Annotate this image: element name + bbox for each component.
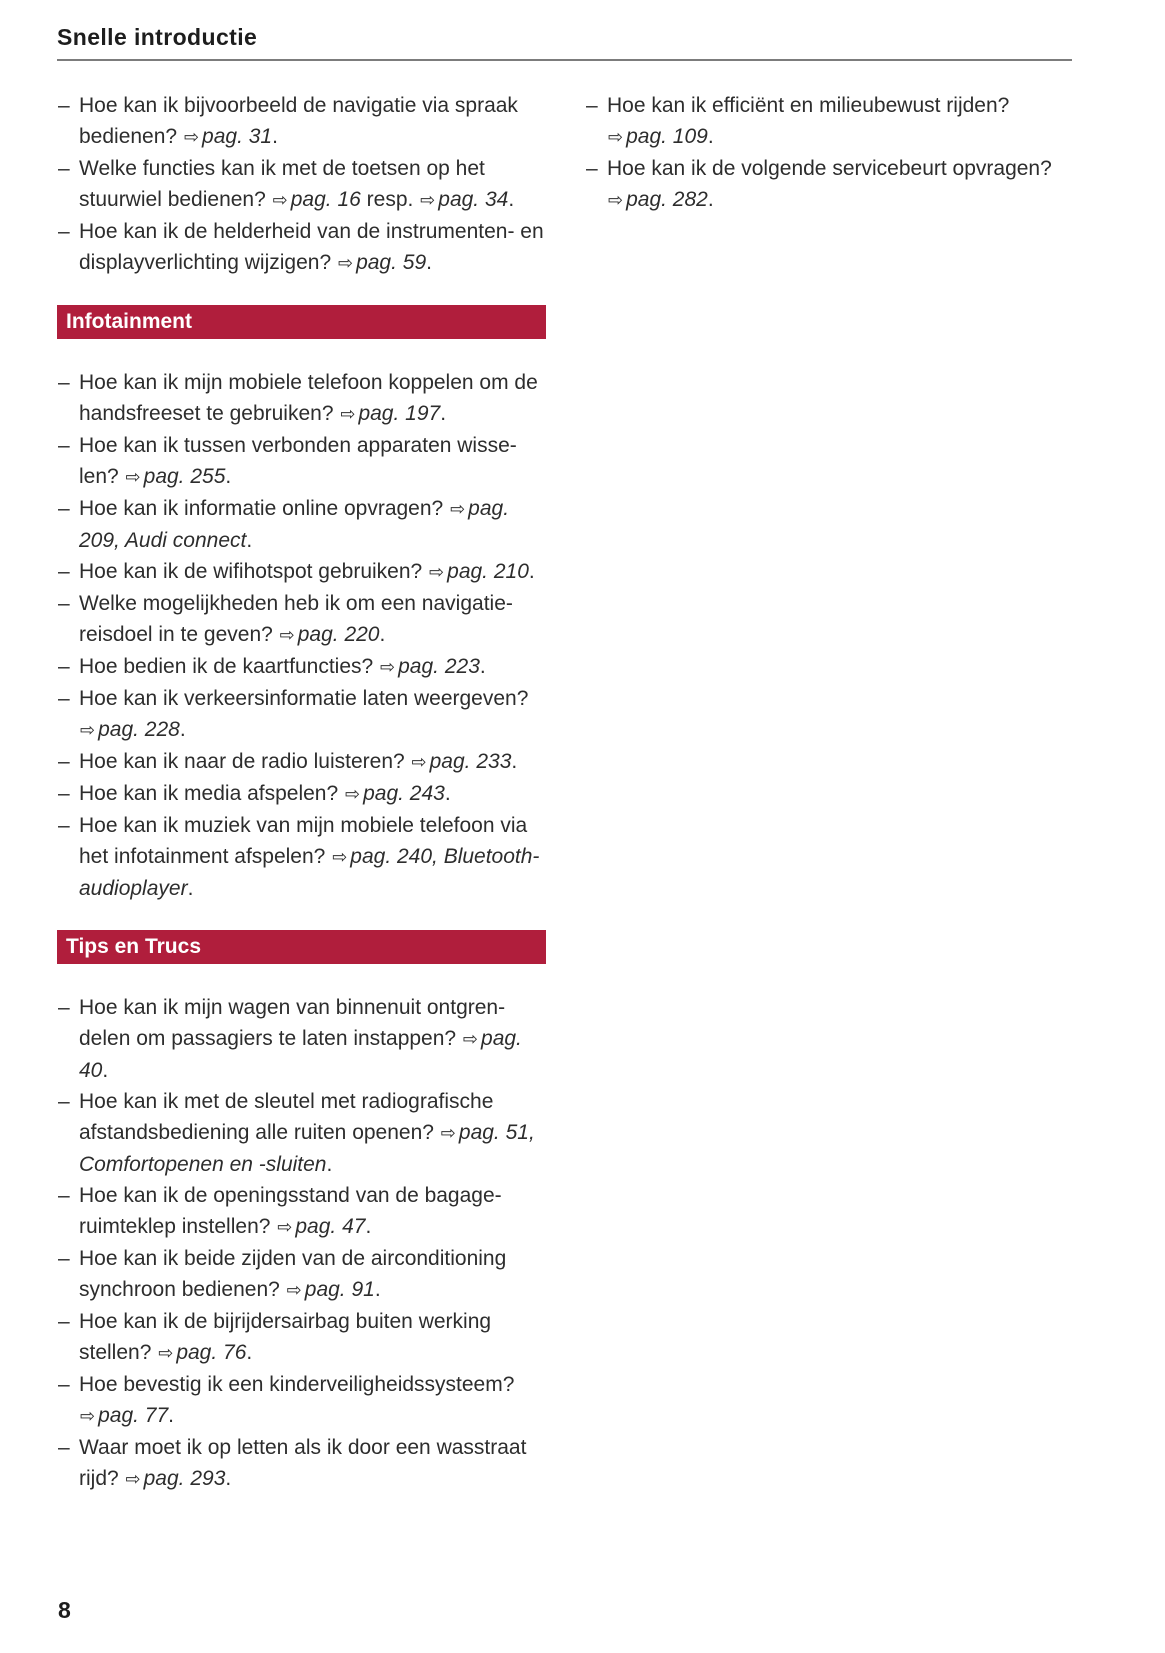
page-ref: pag. 293 <box>143 1467 226 1490</box>
page-ref: pag. 47 <box>295 1215 366 1238</box>
page-ref-arrow-icon: ⇨ <box>80 720 96 741</box>
list-item <box>57 683 546 746</box>
page-ref: pag. 255 <box>143 465 226 488</box>
page-ref-arrow-icon: ⇨ <box>337 253 354 274</box>
item-bullet: – <box>58 750 70 773</box>
list-item <box>585 153 1061 216</box>
item-text: Hoe kan ik efficiënt en milieubewust rijden? ⇨ pag. 109. <box>607 94 1010 148</box>
list-item <box>57 778 546 810</box>
list-item <box>57 1432 546 1495</box>
column-left <box>57 90 546 1495</box>
item-text: Hoe kan ik informatie online opvragen? ⇨ pag. 209, Audi connect. <box>79 497 510 552</box>
page-ref: pag. 109 <box>626 125 708 148</box>
item-text: Hoe bedien ik de kaartfuncties? ⇨ pag. 223. <box>79 655 486 678</box>
item-bullet: – <box>586 94 598 117</box>
question-list <box>585 90 1061 216</box>
page-ref-arrow-icon: ⇨ <box>286 1280 302 1301</box>
page-ref: pag. 16 <box>290 188 361 211</box>
page-ref-arrow-icon: ⇨ <box>158 1343 174 1364</box>
item-text: Welke mogelijkheden heb ik om een navigatiereisdoel in te geven? ⇨ pag. 220. <box>79 592 513 646</box>
item-text: Hoe kan ik de openingsstand van de bagageruimteklep instellen? ⇨ pag. 47. <box>79 1184 502 1238</box>
item-text: Waar moet ik op letten als ik door een wasstraat rijd? ⇨ pag. 293. <box>79 1436 527 1490</box>
page-ref: pag. 40 <box>79 1027 522 1082</box>
item-bullet: – <box>58 996 70 1019</box>
list-item <box>57 556 546 588</box>
page-ref: pag. 240, Bluetooth-audioplayer <box>79 845 540 900</box>
item-text: Hoe kan ik verkeersinformatie laten weergeven? ⇨ pag. 228. <box>79 687 529 741</box>
page-ref: pag. 76 <box>176 1341 247 1364</box>
item-bullet: – <box>58 1310 70 1333</box>
page-ref: pag. 233 <box>429 750 512 773</box>
question-list <box>57 90 546 279</box>
page-ref-arrow-icon: ⇨ <box>450 499 466 520</box>
page-ref: pag. 210 <box>447 560 529 583</box>
section-header-tips-en-trucs: Tips en Trucs <box>57 930 546 964</box>
page-ref-arrow-icon: ⇨ <box>345 784 361 805</box>
list-item <box>585 90 1061 153</box>
list-item <box>57 367 546 430</box>
item-bullet: – <box>58 220 70 243</box>
page-ref: pag. 243 <box>363 782 445 805</box>
item-bullet: – <box>58 434 70 457</box>
item-bullet: – <box>58 560 70 583</box>
item-text: Hoe kan ik mijn wagen van binnenuit ontgrendelen om passagiers te laten instappen? ⇨ pag. 40. <box>79 996 522 1082</box>
item-bullet: – <box>58 1184 70 1207</box>
page-number: 8 <box>58 1597 71 1623</box>
page-ref-arrow-icon: ⇨ <box>183 127 200 148</box>
item-bullet: – <box>58 592 70 615</box>
page-ref-arrow-icon: ⇨ <box>420 190 436 211</box>
list-item <box>57 216 546 279</box>
list-item <box>57 1306 546 1369</box>
item-text: Hoe kan ik muziek van mijn mobiele telefoon via het infotainment afspelen? ⇨ pag. 240, Bluetooth-audioplayer. <box>79 814 540 900</box>
page-ref-arrow-icon: ⇨ <box>440 1123 456 1144</box>
item-bullet: – <box>586 157 598 180</box>
list-item <box>57 90 546 153</box>
page-ref: pag. 59 <box>356 251 427 274</box>
page-ref-arrow-icon: ⇨ <box>340 404 356 425</box>
list-item <box>57 588 546 651</box>
question-list <box>57 992 546 1495</box>
item-text: Hoe kan ik de bijrijdersairbag buiten werking stellen? ⇨ pag. 76. <box>79 1310 492 1364</box>
page-ref-arrow-icon: ⇨ <box>462 1029 479 1050</box>
item-text: Hoe kan ik de volgende servicebeurt opvragen? ⇨ pag. 282. <box>607 157 1052 211</box>
title-rule <box>57 59 1072 61</box>
list-item <box>57 746 546 778</box>
page-ref: pag. 209, Audi connect <box>79 497 510 552</box>
list-item <box>57 153 546 216</box>
list-item <box>57 651 546 683</box>
item-bullet: – <box>58 814 70 837</box>
page-ref: pag. 91 <box>304 1278 375 1301</box>
item-bullet: – <box>58 655 70 678</box>
page-ref: pag. 77 <box>98 1404 169 1427</box>
list-item <box>57 1369 546 1432</box>
item-text: Hoe kan ik de wifihotspot gebruiken? ⇨ pag. 210. <box>79 560 535 583</box>
list-item <box>57 1180 546 1243</box>
column-right <box>585 90 1061 216</box>
item-text: Hoe kan ik bijvoorbeeld de navigatie via spraak bedienen? ⇨ pag. 31. <box>79 94 518 148</box>
page-ref: pag. 31 <box>202 125 273 148</box>
item-text: Hoe kan ik naar de radio luisteren? ⇨ pag. 233. <box>79 750 518 773</box>
page-ref: pag. 223 <box>398 655 480 678</box>
item-bullet: – <box>58 1247 70 1270</box>
page-ref-arrow-icon: ⇨ <box>272 190 288 211</box>
page-ref-arrow-icon: ⇨ <box>125 467 141 488</box>
page-ref-arrow-icon: ⇨ <box>332 847 348 868</box>
page-ref: pag. 34 <box>438 188 509 211</box>
list-item <box>57 992 546 1086</box>
list-item <box>57 1086 546 1180</box>
item-bullet: – <box>58 157 70 180</box>
page-ref-arrow-icon: ⇨ <box>380 657 396 678</box>
page-ref-arrow-icon: ⇨ <box>608 190 624 211</box>
item-bullet: – <box>58 687 70 710</box>
page-ref-arrow-icon: ⇨ <box>80 1406 96 1427</box>
list-item <box>57 810 546 904</box>
page-ref: pag. 51, Comfortopenen en -sluiten <box>79 1121 535 1176</box>
item-bullet: – <box>58 371 70 394</box>
item-bullet: – <box>58 782 70 805</box>
item-bullet: – <box>58 1090 70 1113</box>
page-ref-arrow-icon: ⇨ <box>608 127 624 148</box>
page-ref-arrow-icon: ⇨ <box>411 752 427 773</box>
item-text: Hoe kan ik met de sleutel met radiografische afstandsbediening alle ruiten openen? ⇨ pag. 51, Comfortopenen en -sluiten. <box>79 1090 535 1176</box>
item-text: Hoe kan ik tussen verbonden apparaten wisselen? ⇨ pag. 255. <box>79 434 517 488</box>
item-text: Welke functies kan ik met de toetsen op het stuurwiel bedienen? ⇨ pag. 16 resp. ⇨ pag. 34. <box>79 157 515 211</box>
page-ref: pag. 220 <box>297 623 380 646</box>
page-ref-arrow-icon: ⇨ <box>279 625 295 646</box>
list-item <box>57 493 546 556</box>
page-ref-arrow-icon: ⇨ <box>125 1469 141 1490</box>
page-ref-arrow-icon: ⇨ <box>429 562 445 583</box>
page-ref: pag. 228 <box>98 718 180 741</box>
list-item <box>57 1243 546 1306</box>
item-text: Hoe bevestig ik een kinderveiligheidssysteem? ⇨ pag. 77. <box>79 1373 515 1427</box>
page-ref-arrow-icon: ⇨ <box>277 1217 293 1238</box>
page-ref: pag. 197 <box>358 402 441 425</box>
item-text: Hoe kan ik mijn mobiele telefoon koppelen om de handsfreeset te gebruiken? ⇨ pag. 197. <box>79 371 538 425</box>
page-ref: pag. 282 <box>626 188 708 211</box>
question-list <box>57 367 546 904</box>
item-bullet: – <box>58 94 70 117</box>
item-text: Hoe kan ik de helderheid van de instrumenten- en displayverlichting wijzigen? ⇨ pag. 59. <box>79 220 544 274</box>
item-bullet: – <box>58 497 70 520</box>
item-bullet: – <box>58 1436 70 1459</box>
list-item <box>57 430 546 493</box>
page-title: Snelle introductie <box>57 24 258 50</box>
item-text: Hoe kan ik media afspelen? ⇨ pag. 243. <box>79 782 451 805</box>
item-text: Hoe kan ik beide zijden van de airconditioning synchroon bedienen? ⇨ pag. 91. <box>79 1247 507 1301</box>
section-header-infotainment: Infotainment <box>57 305 546 339</box>
item-bullet: – <box>58 1373 70 1396</box>
